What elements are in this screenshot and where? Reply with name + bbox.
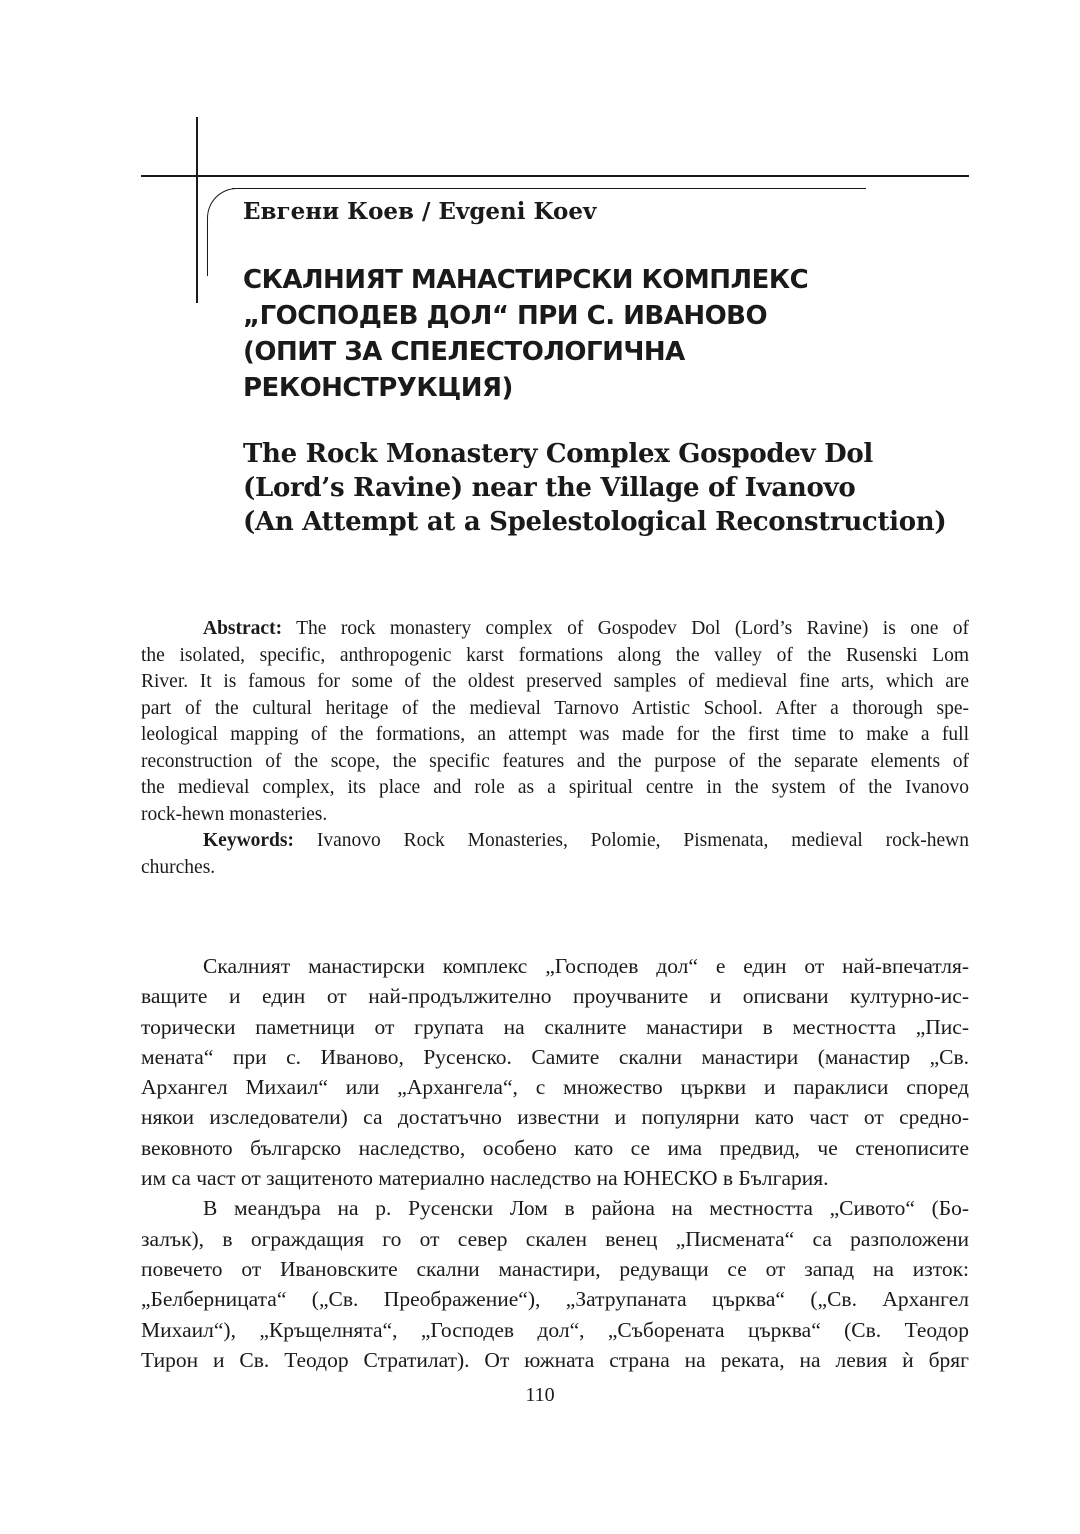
body-line: някои изследователи) са достатъчно известни и популярни като част от средно- (141, 1105, 969, 1130)
inner-horizontal-rule (232, 188, 866, 189)
abstract (141, 616, 969, 881)
body-line: Архангел Михаил“ или „Архангела“, с множество църкви и параклиси според (141, 1075, 969, 1100)
title-en-line: (Lord’s Ravine) near the Village of Ivanovo (243, 473, 856, 503)
title-bg-line: РЕКОНСТРУКЦИЯ) (243, 373, 513, 403)
body-line: В меандъра на р. Русенски Лом в района на местността „Сивото“ (Бо- (203, 1196, 969, 1221)
abstract-line: rock-hewn monasteries. (141, 803, 328, 825)
body-line: Михаил“), „Кръщелнята“, „Господев дол“, „Съборената църква“ (Св. Теодор (141, 1317, 969, 1342)
title-en-line: The Rock Monastery Complex Gospodev Dol (243, 439, 873, 469)
left-vertical-rule (196, 117, 198, 303)
body-line: повечето от Ивановските скални манастири, редуващи се от запад на изток: (141, 1256, 969, 1281)
body-line: вековното българско наследство, особено като се има предвид, че стенописите (141, 1135, 969, 1160)
body-line: Тирон и Св. Теодор Стратилат). От южната страна на реката, на левия ѝ бряг (141, 1347, 969, 1372)
body-line: ващите и един от най-продължително проучваните и описвани културно-ис- (141, 984, 969, 1009)
body-line: им са част от защитеното материално наследство на ЮНЕСКО в България. (141, 1166, 829, 1191)
keywords-label: Keywords: (203, 830, 294, 851)
keywords-text: Ivanovo Rock Monasteries, Polomie, Pismenata, medieval rock-hewn (294, 830, 969, 851)
title-bg-line: (ОПИТ ЗА СПЕЛЕСТОЛОГИЧНА (243, 337, 685, 367)
body-line: Скалният манастирски комплекс „Господев дол“ е един от най-впечатля- (203, 954, 969, 978)
top-horizontal-rule (141, 175, 969, 177)
body-line: залък), в ограждащия го от север скален венец „Писмената“ са разположени (141, 1226, 969, 1251)
abstract-line: River. It is famous for some of the oldest preserved samples of medieval fine arts, which are (141, 671, 969, 692)
keywords-line: churches. (141, 856, 216, 878)
abstract-line (141, 616, 969, 643)
curved-corner-rule (207, 188, 237, 276)
abstract-line: the medieval complex, its place and role as a spiritual centre in the system of the Ivanovo (141, 777, 969, 798)
abstract-label: Abstract: (203, 618, 283, 639)
body-line: торически паметници от групата на скалните манастири в местността „Пис- (141, 1014, 969, 1039)
title-en-line: (An Attempt at a Spelestological Reconstruction) (243, 507, 947, 537)
title-bg-line: „ГОСПОДЕВ ДОЛ“ ПРИ С. ИВАНОВО (243, 301, 768, 331)
abstract-line: leological mapping of the formations, an attempt was made for the first time to make a full (141, 724, 969, 745)
author-line: Евгени Коев / Evgeni Koev (243, 198, 597, 225)
body-line: мената“ при с. Иваново, Русенско. Самите скални манастири (манастир „Св. (141, 1044, 969, 1069)
title-bg-line: СКАЛНИЯТ МАНАСТИРСКИ КОМПЛЕКС (243, 265, 809, 295)
abstract-line: part of the cultural heritage of the medieval Tarnovo Artistic School. After a thorough spe- (141, 697, 969, 719)
abstract-text: The rock monastery complex of Gospodev Dol (Lord’s Ravine) is one of (282, 618, 969, 639)
body-line: „Белберницата“ („Св. Преображение“), „Затрупаната църква“ („Св. Архангел (141, 1287, 969, 1312)
abstract-line: the isolated, specific, anthropogenic karst formations along the valley of the Rusenski Lom (141, 644, 969, 666)
body-text (141, 951, 969, 1375)
title-bulgarian (243, 262, 1003, 406)
page-number: 110 (525, 1384, 555, 1406)
title-english (243, 437, 1003, 539)
abstract-line: reconstruction of the scope, the specific features and the purpose of the separate elements of (141, 750, 969, 772)
keywords-line (141, 828, 969, 855)
